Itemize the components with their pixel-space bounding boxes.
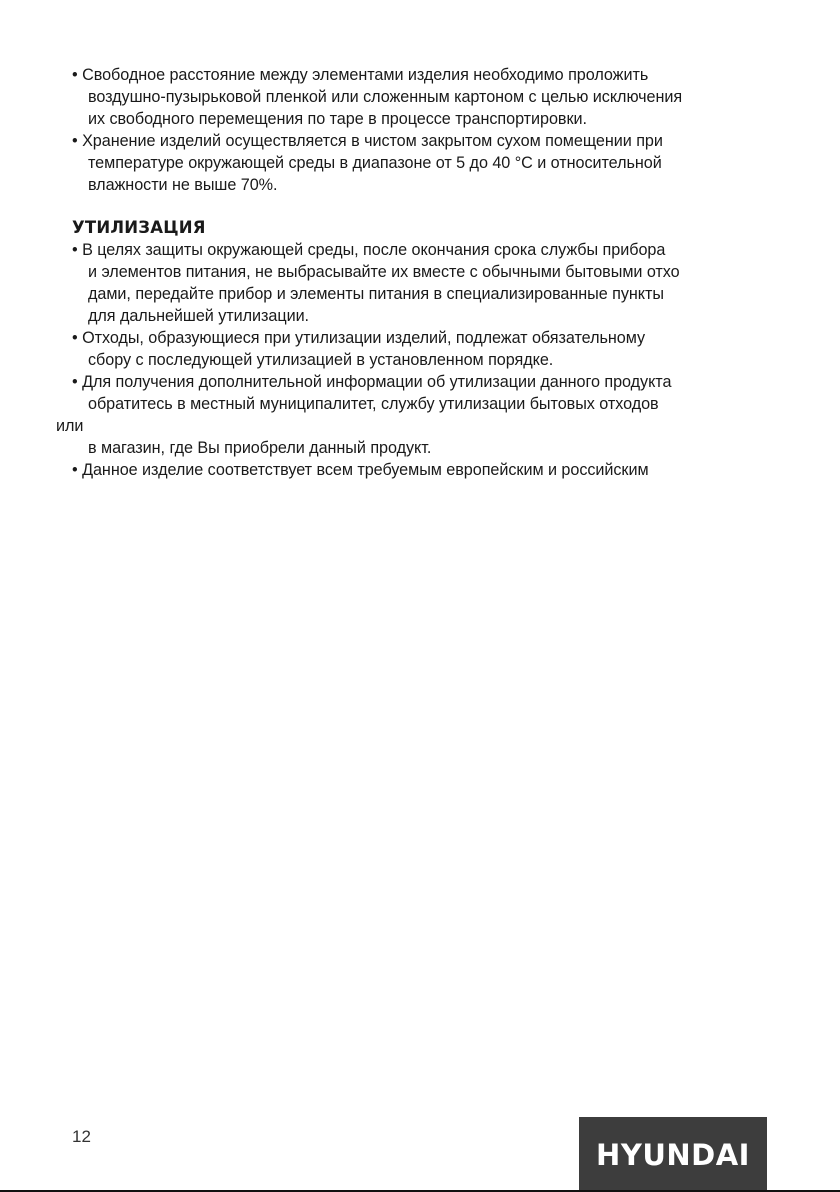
text-line: их свободного перемещения по таре в процессе транспортировки. (88, 110, 587, 128)
page-number: 12 (72, 1127, 91, 1146)
brand-logo (579, 1117, 767, 1192)
text-line: • Отходы, образующиеся при утилизации изделий, подлежат обязательному (72, 329, 645, 347)
page-content (56, 64, 772, 481)
section-heading: УТИЛИЗАЦИЯ (72, 218, 206, 237)
text-line: • Для получения дополнительной информации об утилизации данного продукта (72, 373, 672, 391)
text-line: • Свободное расстояние между элементами изделия необходимо проложить (72, 66, 649, 84)
text-line: воздушно-пузырьковой пленкой или сложенным картоном с целью исключения (88, 88, 683, 106)
text-line: сбору с последующей утилизацией в установленном порядке. (88, 351, 554, 369)
text-line: или (56, 417, 84, 435)
brand-logo-text: HYUNDAI (596, 1137, 750, 1172)
text-line: в магазин, где Вы приобрели данный продукт. (88, 439, 432, 457)
text-line: • Хранение изделий осуществляется в чистом закрытом сухом помещении при (72, 132, 663, 150)
text-line: для дальнейшей утилизации. (88, 307, 310, 325)
text-line: дами, передайте прибор и элементы питания в специализированные пункты (88, 285, 664, 303)
text-line: • В целях защиты окружающей среды, после окончания срока службы прибора (72, 241, 666, 259)
text-line: обратитесь в местный муниципалитет, службу утилизации бытовых отходов (88, 395, 659, 413)
text-line: температуре окружающей среды в диапазоне от 5 до 40 °С и относительной (88, 154, 662, 172)
text-line: влажности не выше 70%. (88, 176, 278, 194)
text-line: и элементов питания, не выбрасывайте их вместе с обычными бытовыми отхо (88, 263, 680, 281)
packaging-storage-section (72, 64, 772, 196)
text-line: • Данное изделие соответствует всем требуемым европейским и российским (72, 461, 649, 479)
disposal-section (56, 217, 772, 481)
